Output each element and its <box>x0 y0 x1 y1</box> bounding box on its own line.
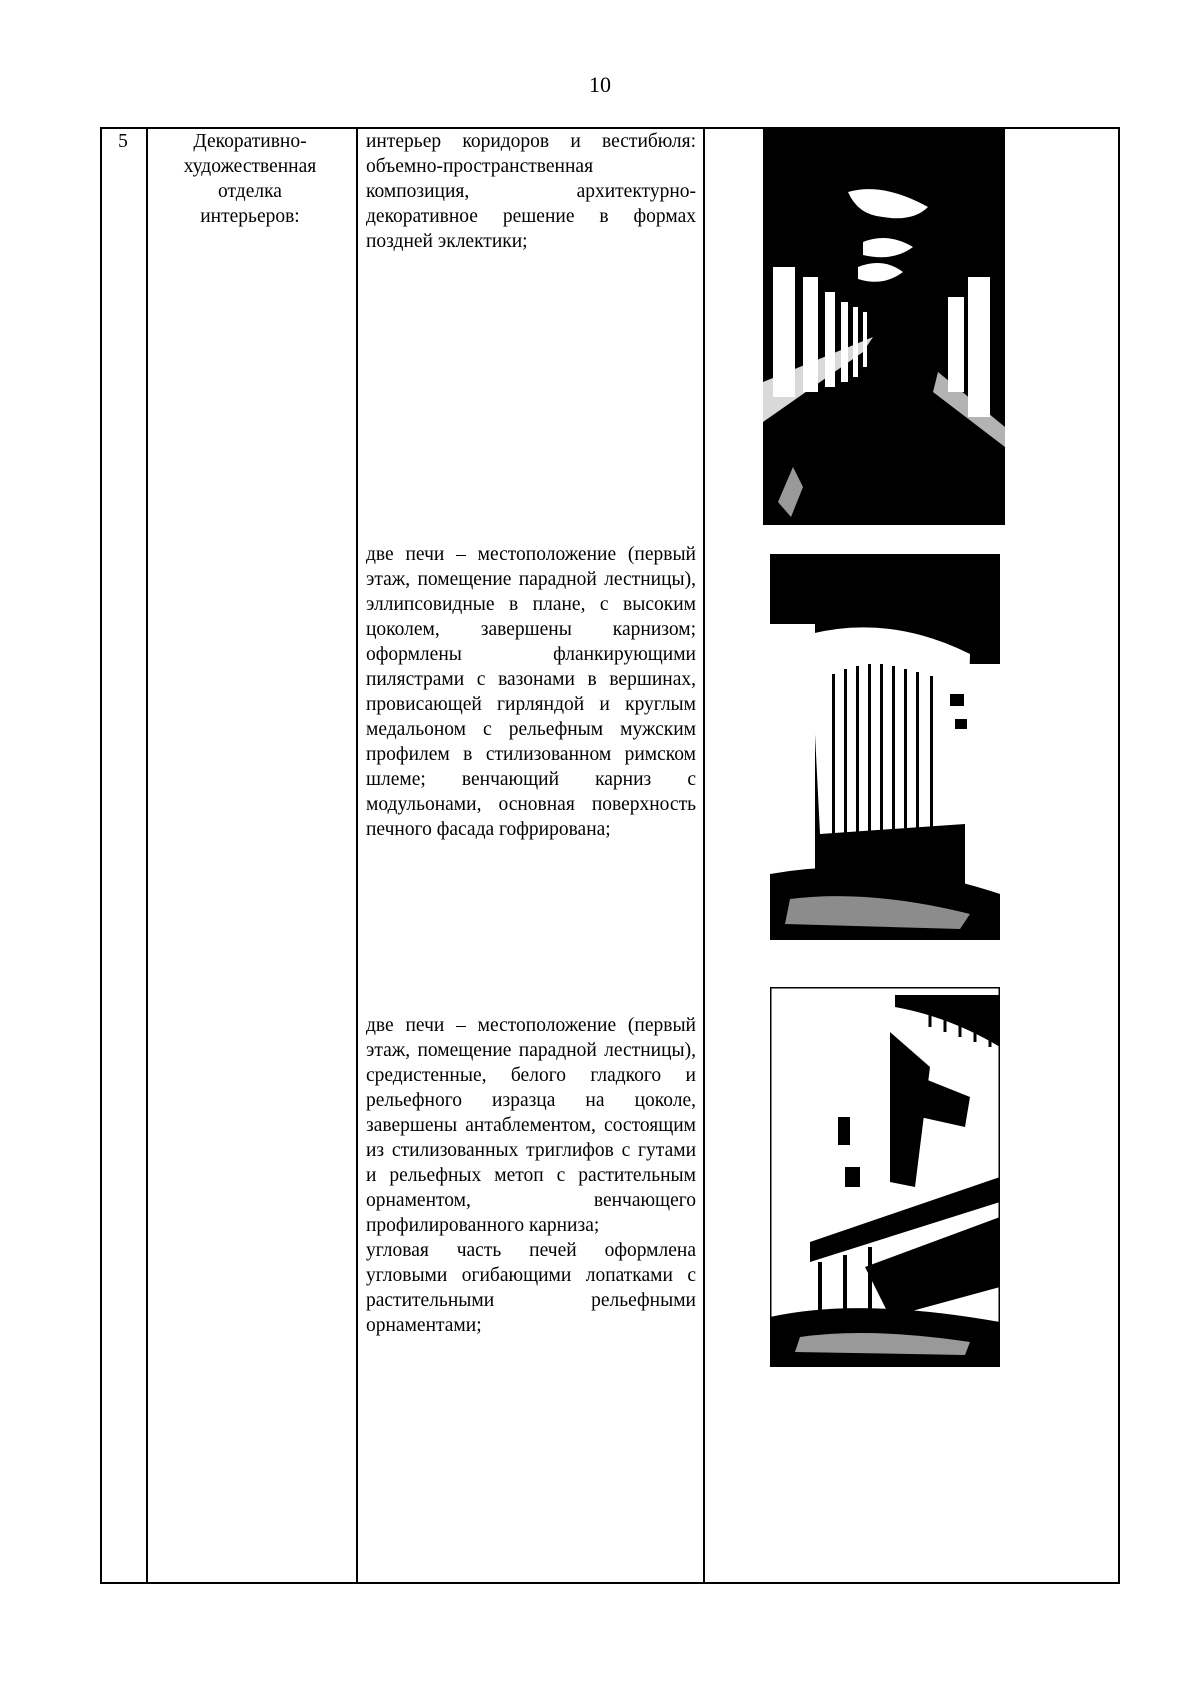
page-number: 10 <box>589 72 611 97</box>
table-left-border <box>100 127 102 1584</box>
element-name-line: художественная <box>183 156 317 177</box>
description-paragraph: интерьер коридоров и вестибюля: объемно-пространственная композиция, архитектурно-декоративное решение в формах поздней эклектики; <box>366 131 696 252</box>
description-paragraph: две печи – местоположение (первый этаж, помещение парадной лестницы), средистенные, белого гладкого и рельефного изразца на цоколе, завершены антаблементом, состоящим из стилизованных триглифов с гутами и рельефных метоп с растительным орнаментом, венчающего профилированного карниза; <box>366 1015 696 1236</box>
element-name <box>146 129 354 229</box>
corridor-photo <box>763 127 1005 525</box>
description-paragraph: две печи – местоположение (первый этаж, помещение парадной лестницы), эллипсовидные в плане, с высоким цоколем, завершены карнизом; оформлены фланкирующими пилястрами с вазонами в вершинах, провисающей гирляндой и круглым медальоном с рельефным мужским профилем в стилизованном римском шлеме; венчающий карниз с модульонами, основная поверхность печного фасада гофрирована; <box>366 544 696 840</box>
monument-table <box>100 127 1120 1584</box>
element-name-line: Декоративно- <box>193 131 307 152</box>
element-name-line: отделка <box>218 181 282 202</box>
row-number: 5 <box>118 131 128 152</box>
oval-stove-photo <box>770 554 1000 940</box>
stairway-stove-photo <box>770 987 1000 1367</box>
table-bottom-border <box>100 1582 1120 1584</box>
element-name-line: интерьеров: <box>200 206 300 227</box>
description-stoves-wall <box>366 1013 696 1338</box>
table-right-border <box>1118 127 1120 1584</box>
description-stoves-ellipse <box>366 542 696 842</box>
column-divider <box>146 127 148 1584</box>
column-divider <box>703 127 705 1584</box>
description-paragraph: угловая часть печей оформлена угловыми огибающими лопатками с растительными рельефными орнаментами; <box>366 1240 696 1336</box>
column-divider <box>356 127 358 1584</box>
description-corridors <box>366 129 696 254</box>
